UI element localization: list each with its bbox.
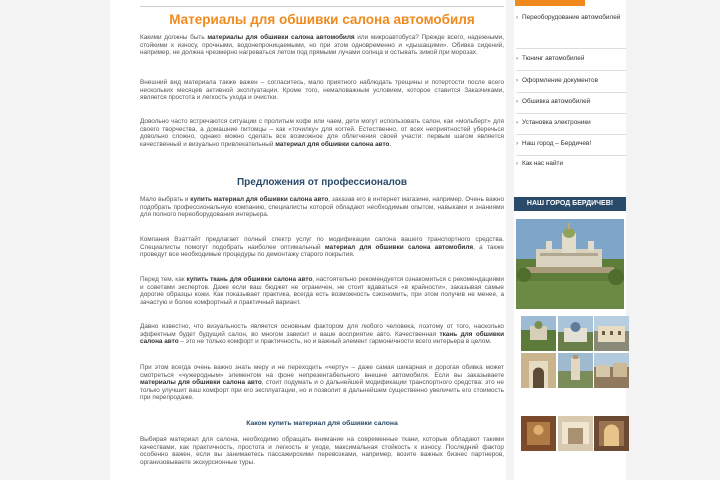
building-photo [594, 316, 629, 351]
page-title: Материалы для обшивки салона автомобиля [169, 12, 475, 27]
divider [516, 113, 626, 114]
city-photo-thumb[interactable] [558, 316, 593, 351]
cathedral-photo [558, 316, 593, 351]
hall-photo [558, 416, 593, 451]
tower-photo [558, 353, 593, 388]
divider [516, 155, 626, 156]
sidebar-item-conversion[interactable]: › Переоборудование автомобилей [516, 14, 621, 21]
city-photo-thumb[interactable] [558, 416, 593, 451]
sidebar-item-documents[interactable]: › Оформление документов [516, 77, 598, 84]
city-gallery-title: НАШ ГОРОД БЕРДИЧЕВ! [514, 197, 626, 211]
sidebar-item-upholstery[interactable]: › Обшивка автомобилей [516, 98, 591, 105]
paragraph-7: Давно известно, что визуальность является основным фактором для любого человека, поэтому от того, насколько эффектным будет будущий салон, во многом зависит и ваше восприятие авто. Качественная ткань для обшивки салона авто – это не только комфорт и практичность, но и важный элемент гармоничности всего интерьера в целом. [140, 323, 504, 346]
sidebar-item-city[interactable]: › Наш город – Бердичев! [516, 140, 592, 147]
paragraph-9: Выбирая материал для салона, необходимо обращать внимание на современные ткани, которые обладают такими качествами, как практичность, простота и легкость в уходе, максимальная стойкость к износу. Последний фактор особенно важен, если вы занимаетесь пассажирскими перевозками, например, возите важных бизнес партнеров, организовываете экскурсионные туры. [140, 436, 504, 466]
top-divider [140, 6, 504, 7]
paragraph-4: Мало выбрать и купить материал для обшивки салона авто, заказав его в интернет магазине, например. Очень важно подобрать профессиональную компанию, специалисты которой обладают необходимым опытом, навыками и знаниями для полного переоборудования интерьера. [140, 196, 504, 219]
arch-photo [594, 416, 629, 451]
sidebar-item-electronics[interactable]: › Установка электроники [516, 119, 591, 126]
chevron-right-icon: › [516, 14, 519, 21]
city-photo-thumb[interactable] [521, 416, 556, 451]
paragraph-6: Перед тем, как купить ткань для обшивки салона авто, настоятельно рекомендуется ознакомиться с рекомендациями и советами экспертов. Даже если ваш бюджет не ограничен, не стоит вдаваться «в крайности», заказывая самые дорогие образцы кожи. Как показывает практика, всегда есть возможность сэкономить, при этом получив не менее, а зачастую и более комфортный и практичный вариант. [140, 276, 504, 306]
city-photo-thumb[interactable] [594, 416, 629, 451]
paragraph-3: Довольно часто встречаются ситуации с пролитым кофе или чаем, дети могут использовать салон, как «мольберт» для своего творчества, а домашние питомцы – как «точилку» для когтей. Естественно, от всех неприятностей уберечься довольно сложно, однако можно сделать все возможное для облегчения своей участи: первым шагом является качественный и визуально привлекательный материал для обшивки салона авто. [140, 118, 504, 148]
interior-photo [521, 416, 556, 451]
divider [516, 134, 626, 135]
paragraph-2: Внешний вид материала также важен – согласитесь, мало приятного наблюдать трещины и потертости после всего нескольких месяцев активной эксплуатации. Кроме того, немаловажным условием, которое ставится Заказчиками, является простота и легкость ухода и очистки. [140, 79, 504, 102]
chevron-right-icon: › [516, 119, 519, 126]
paragraph-8: При этом всегда очень важно знать меру и не переходить «черту» – даже самая шикарная и дорогая обивка может смотреться «чужеродным» элементом на фоне непрезентабельного внешне автомобиля. Если вы заказываете материалы для обшивки салона авто, стоит подумать и о дальнейшей модификации транспортного средства: это не только улучшит ваш комфорт при его эксплуатации, но и позволит в дальнейшем существенно увеличить его стоимость при перепродаже. [140, 364, 504, 402]
chevron-right-icon: › [516, 98, 519, 105]
monastery-photo [516, 219, 624, 309]
divider [516, 92, 626, 93]
paragraph-5: Компания Взаттайт предлагает полный спектр услуг по модификации салона вашего транспортного средства. Специалисты помогут подобрать наиболее оптимальный материал для обшивки салона автомобиля, а также проведут все необходимые процедуры по демонтажу старого покрытия. [140, 236, 504, 259]
sidebar-item-tuning[interactable]: › Тюнинг автомобилей [516, 55, 585, 62]
subsection-heading: Каком купить материал для обшивки салона [246, 420, 398, 427]
paragraph-1: Какими должны быть материалы для обшивки салона автомобиля или микроавтобуса? Прежде всего, надежными, стойкими к износу, прочными, водонепроницаемыми, но при этом одновременно и «дышащими». Обивка сидений, например, не должна чрезмерно нагреваться летом под прямыми лучами солнца и остывать зимой при морозах. [140, 34, 504, 57]
city-photo-main[interactable] [516, 219, 624, 309]
street-photo [594, 353, 629, 388]
sidebar-header-bar [515, 0, 585, 6]
city-photo-thumb[interactable] [594, 316, 629, 351]
chevron-right-icon: › [516, 140, 519, 147]
section-heading: Предложения от профессионалов [236, 177, 408, 188]
divider [516, 70, 626, 71]
divider [516, 48, 626, 49]
city-photo-thumb[interactable] [521, 316, 556, 351]
church-photo [521, 316, 556, 351]
gate-photo [521, 353, 556, 388]
city-photo-thumb[interactable] [558, 353, 593, 388]
chevron-right-icon: › [516, 55, 519, 62]
chevron-right-icon: › [516, 160, 519, 167]
chevron-right-icon: › [516, 77, 519, 84]
sidebar-item-contacts[interactable]: › Как нас найти [516, 160, 564, 167]
city-photo-thumb[interactable] [521, 353, 556, 388]
city-photo-thumb[interactable] [594, 353, 629, 388]
